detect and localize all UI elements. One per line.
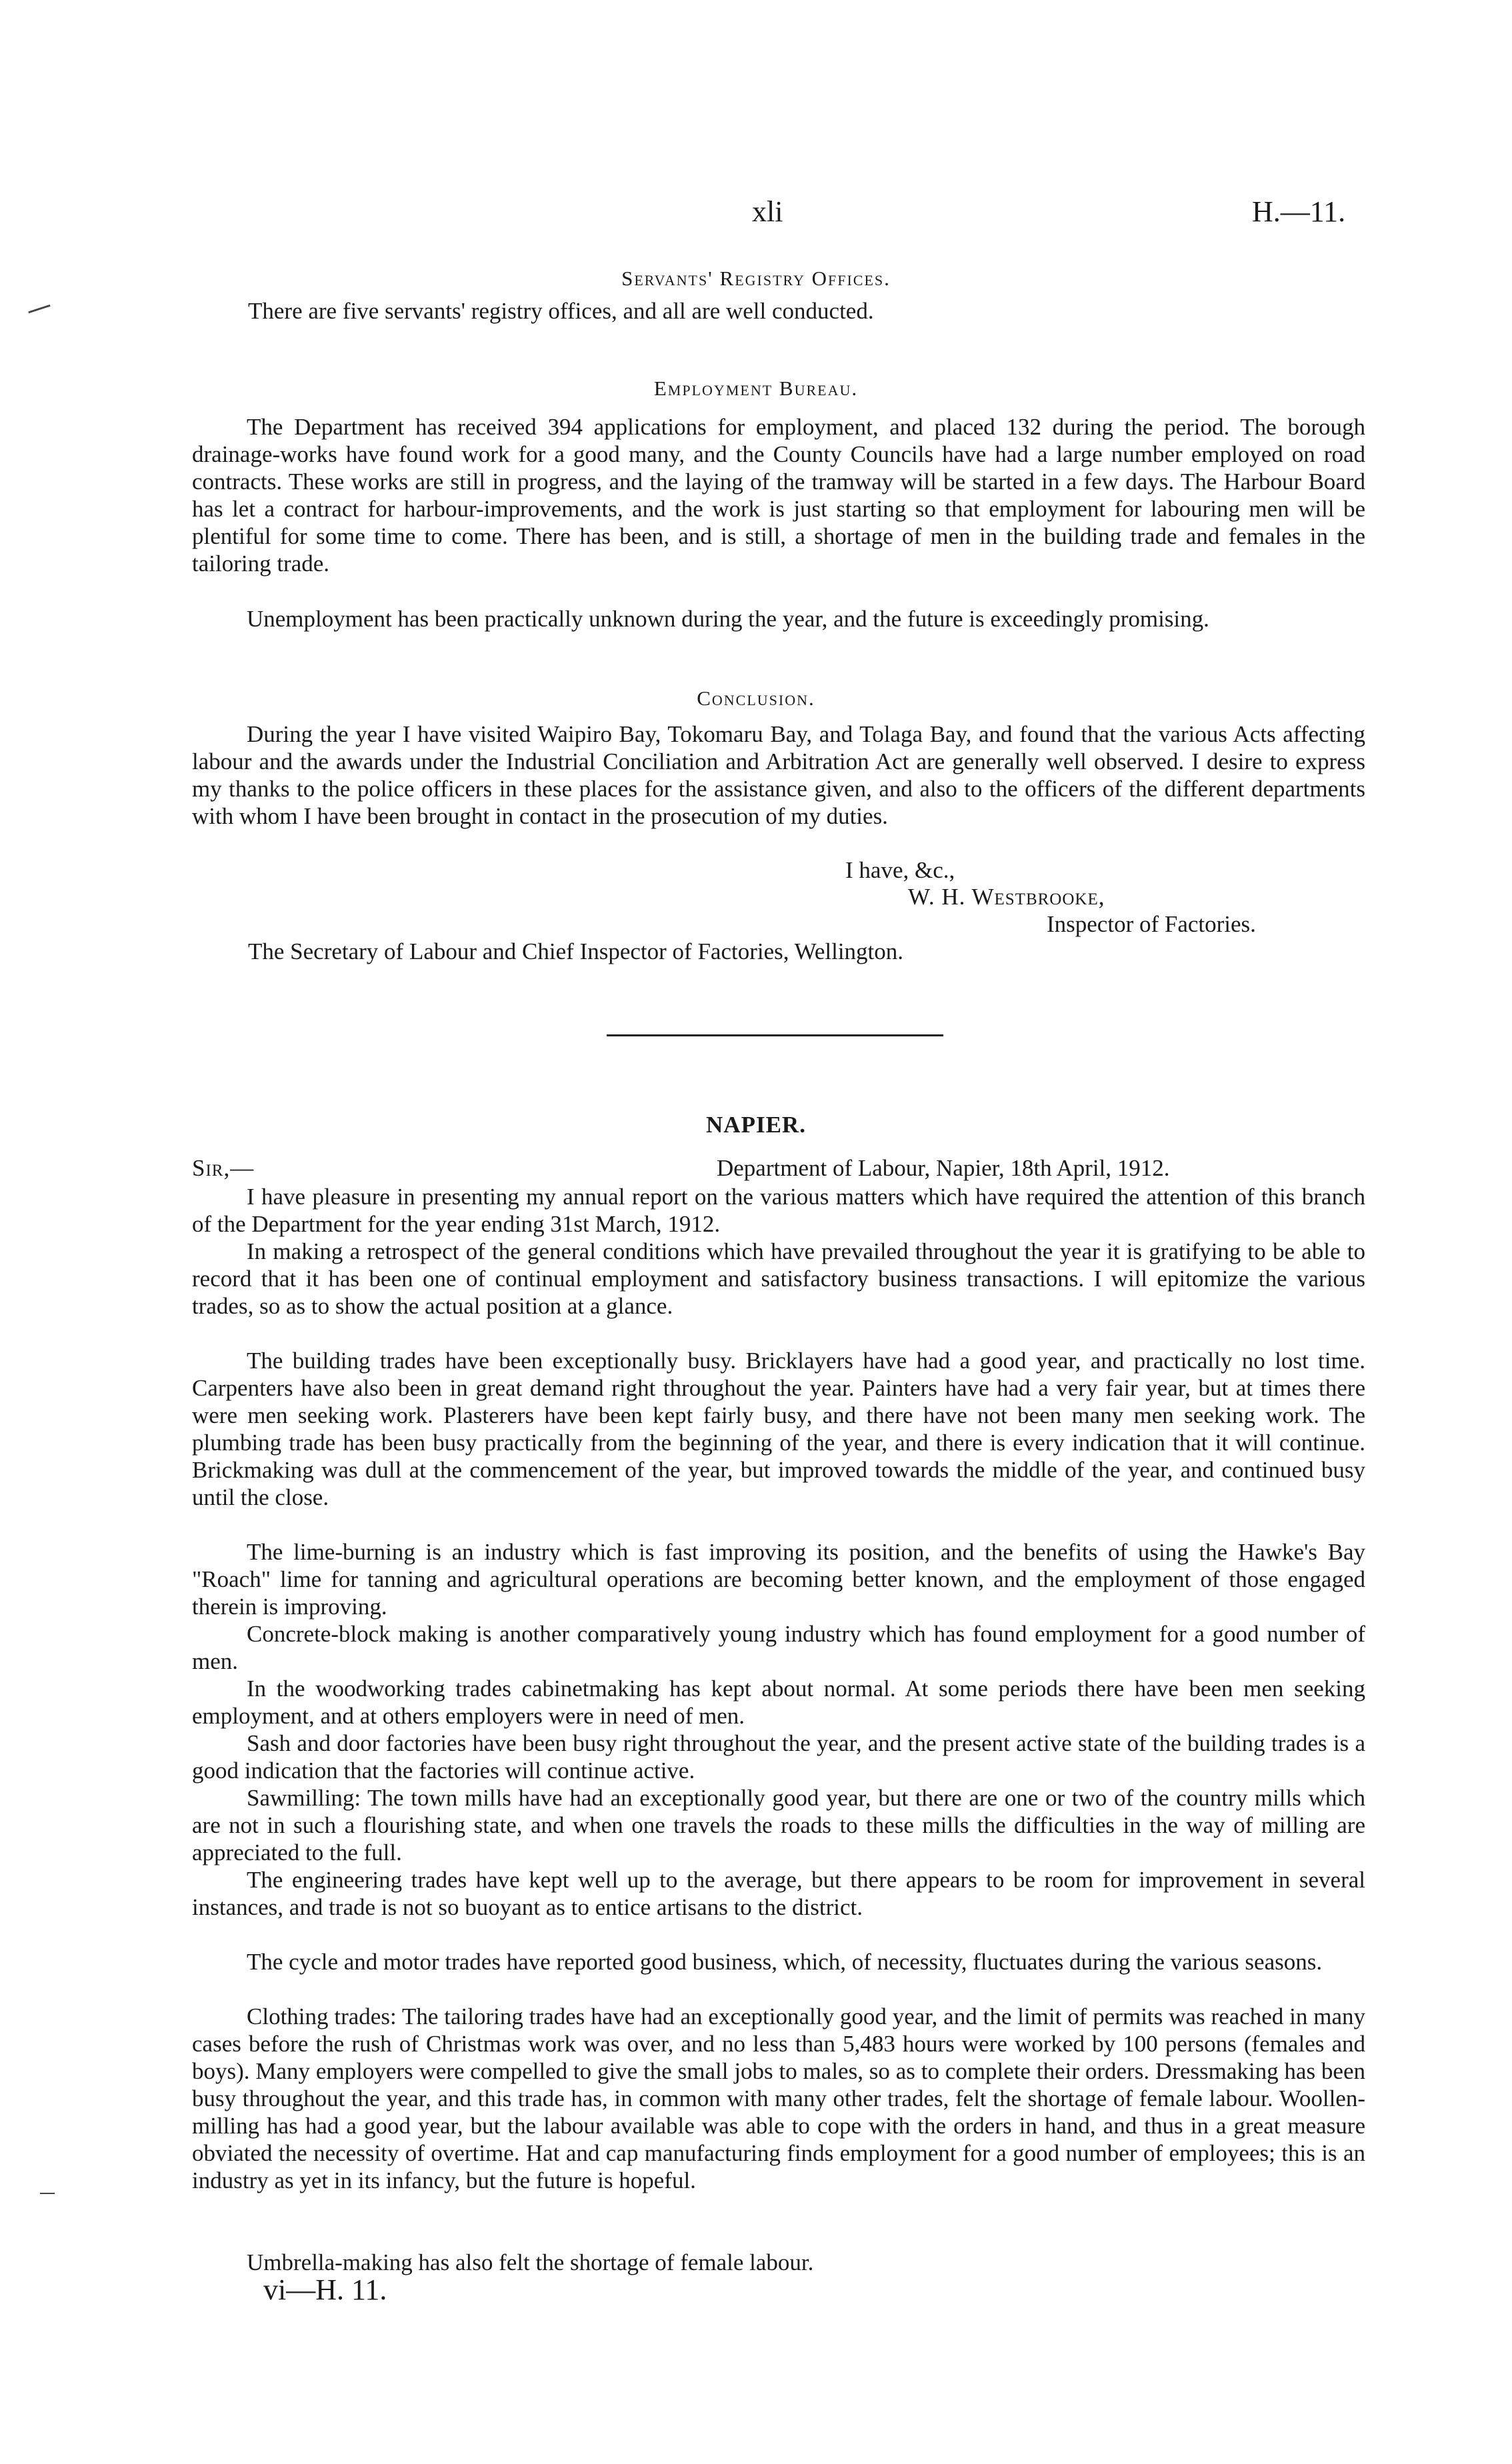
napier-paragraph-4: The lime-burning is an industry which is fast improving its position, and the benefits of using the Hawke's Bay "Roach" lime for tanning and agricultural operations are becoming better known, and the employment of those engaged therein is improving. xyxy=(192,1539,1365,1620)
section-divider xyxy=(607,1034,943,1036)
document-reference: H.—11. xyxy=(1252,195,1346,228)
napier-paragraph-9: The engineering trades have kept well up to the average, but there appears to be room for improvement in several instances, and trade is not so buoyant as to entice artisans to the district. xyxy=(192,1867,1365,1920)
employment-bureau-paragraph-1: The Department has received 394 applications for employment, and placed 132 during the period. The borough drainage-works have found work for a good many, and the County Councils have had a large number employed on road contracts. These works are still in progress, and the laying of the tramway will be started in a few days. The Harbour Board has let a contract for harbour-improvements, and the work is just starting so that employment for labouring men will be plentiful for some time to come. There has been, and is still, a shortage of men in the building trade and females in the tailoring trade. xyxy=(192,414,1365,577)
napier-paragraph-12: Umbrella-making has also felt the shortage of female labour. xyxy=(247,2249,814,2275)
napier-paragraph-1: I have pleasure in presenting my annual report on the various matters which have required the attention of this branch of the Department for the year ending 31st March, 1912. xyxy=(192,1184,1365,1237)
napier-paragraph-10: The cycle and motor trades have reported good business, which, of necessity, fluctuates during the various seasons. xyxy=(247,1949,1323,1975)
conclusion-heading: Conclusion. xyxy=(697,686,815,710)
page-number: xli xyxy=(752,195,783,228)
servants-registry-text: There are five servants' registry offices, and all are well conducted. xyxy=(248,298,874,324)
napier-paragraph-6: In the woodworking trades cabinetmaking has kept about normal. At some periods there have been men seeking employment, and at others employers were in need of men. xyxy=(192,1676,1365,1729)
signatory-name: W. H. Westbrooke, xyxy=(908,884,1105,910)
employment-bureau-heading: Employment Bureau. xyxy=(653,377,859,400)
napier-paragraph-3: The building trades have been exceptionally busy. Bricklayers have had a good year, and practically no lost time. Carpenters have also been in great demand right throughout the year. Painters have had a very fair year, but at times there were men seeking work. Plasterers have been kept fairly busy, and there have not been many men seeking work. The plumbing trade has been busy practically from the beginning of the year, and there is every indication that it will continue. Brickmaking was dull at the commencement of the year, but improved towards the middle of the year, and continued busy until the close. xyxy=(192,1348,1365,1510)
signatory-title: Inspector of Factories. xyxy=(1047,911,1256,937)
napier-paragraph-11: Clothing trades: The tailoring trades have had an exceptionally good year, and the limit of permits was reached in many cases before the rush of Christmas work was over, and no less than 5,483 hours were worked by 100 persons (females and boys). Many employers were compelled to give the small jobs to males, so as to complete their orders. Dressmaking has been busy throughout the year, and this trade has, in common with many other trades, felt the shortage of female labour. Woollen-milling has had a good year, but the labour available was able to cope with the orders in hand, and thus in a great measure obviated the necessity of overtime. Hat and cap manufacturing finds employment for a good number of employees; this is an industry as yet in its infancy, but the future is hopeful. xyxy=(192,2003,1365,2193)
conclusion-paragraph: During the year I have visited Waipiro Bay, Tokomaru Bay, and Tolaga Bay, and found that the various Acts affecting labour and the awards under the Industrial Conciliation and Arbitration Act are generally well observed. I desire to express my thanks to the police officers in these places for the assistance given, and also to the officers of the different departments with whom I have been brought in contact in the prosecution of my duties. xyxy=(192,721,1365,829)
napier-paragraph-2: In making a retrospect of the general conditions which have prevailed throughout the year it is gratifying to be able to record that it has been one of continual employment and satisfactory business transactions. I will epitomize the various trades, so as to show the actual position at a glance. xyxy=(192,1238,1365,1319)
closing-phrase: I have, &c., xyxy=(845,857,955,883)
signature-mark: vi—H. 11. xyxy=(263,2273,387,2306)
scan-mark xyxy=(40,2193,55,2194)
employment-bureau-paragraph-2: Unemployment has been practically unknown during the year, and the future is exceedingly promising. xyxy=(247,606,1209,632)
salutation: Sir,— xyxy=(192,1155,255,1181)
servants-registry-heading: Servants' Registry Offices. xyxy=(621,267,891,290)
napier-paragraph-5: Concrete-block making is another comparatively young industry which has found employment for a good number of men. xyxy=(192,1621,1365,1674)
addressee: The Secretary of Labour and Chief Inspector of Factories, Wellington. xyxy=(248,938,904,964)
scan-mark xyxy=(28,305,50,313)
dateline: Department of Labour, Napier, 18th April, 1912. xyxy=(717,1155,1170,1181)
napier-paragraph-7: Sash and door factories have been busy right throughout the year, and the present active state of the building trades is a good indication that the factories will continue active. xyxy=(192,1730,1365,1784)
napier-heading: NAPIER. xyxy=(706,1112,806,1138)
napier-paragraph-8: Sawmilling: The town mills have had an exceptionally good year, but there are one or two of the country mills which are not in such a flourishing state, and when one travels the roads to these mills the difficulties in the way of milling are appreciated to the full. xyxy=(192,1785,1365,1865)
